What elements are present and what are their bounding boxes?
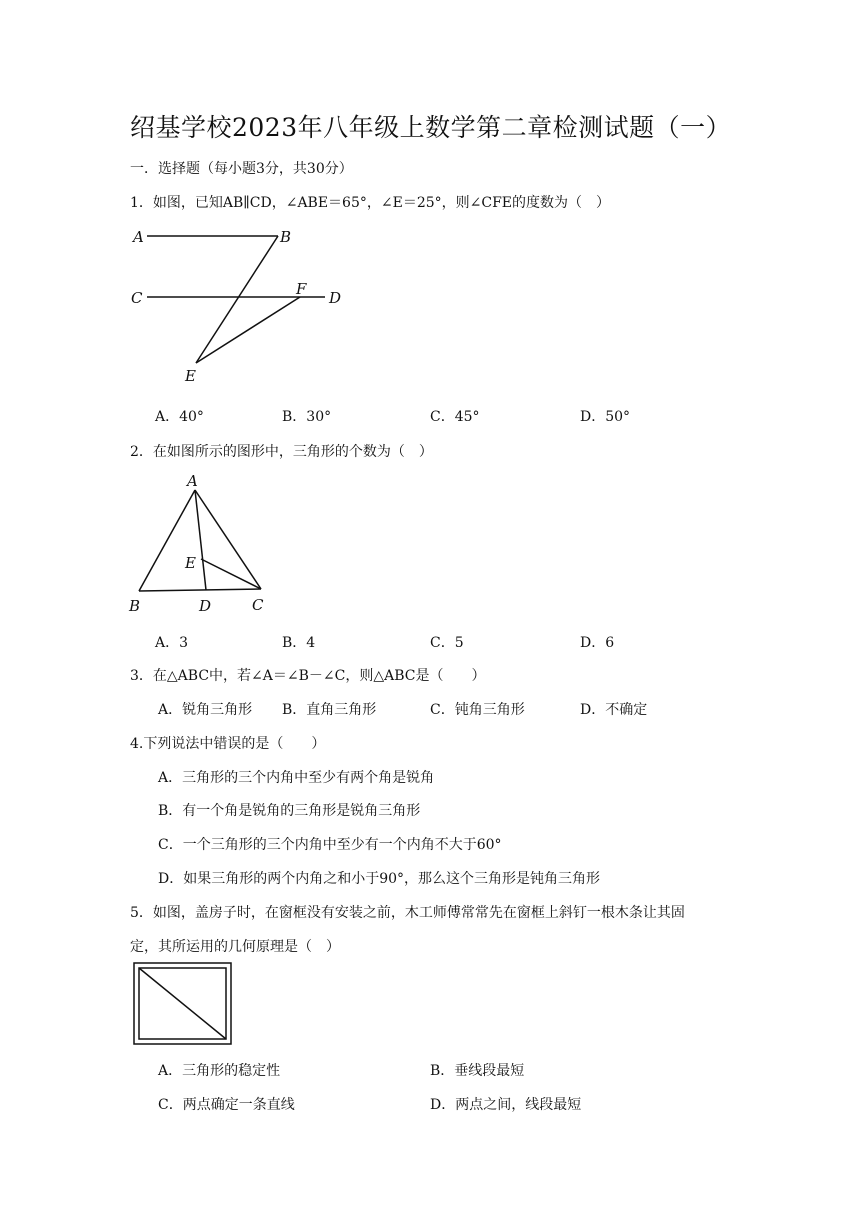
q2-label-c: C <box>252 596 264 614</box>
question-5-stem-line-1: 5．如图，盖房子时，在窗框没有安装之前，木工师傅常常先在窗框上斜钉一根木条让其固 <box>130 905 685 921</box>
question-3-stem: 3．在△ABC中，若∠A＝∠B－∠C，则△ABC是（ ） <box>130 668 486 684</box>
q1-label-e: E <box>185 367 196 385</box>
page-title: 绍基学校2023年八年级上数学第二章检测试题（一） <box>130 113 732 142</box>
q3-option-b[interactable]: B．直角三角形 <box>282 702 377 718</box>
q2-option-d[interactable]: D．6 <box>580 635 615 651</box>
q1-label-f: F <box>296 280 307 298</box>
q1-option-c[interactable]: C．45° <box>430 409 480 425</box>
question-4-stem: 4.下列说法中错误的是（ ） <box>130 736 326 752</box>
q5-option-d[interactable]: D．两点之间，线段最短 <box>430 1097 582 1113</box>
q1-option-a[interactable]: A．40° <box>155 409 204 425</box>
q4-option-a[interactable]: A．三角形的三个内角中至少有两个角是锐角 <box>158 770 435 786</box>
q1-label-a: A <box>133 228 144 246</box>
q4-option-d[interactable]: D．如果三角形的两个内角之和小于90°，那么这个三角形是钝角三角形 <box>158 871 601 887</box>
question-5-stem-line-2: 定，其所运用的几何原理是（ ） <box>130 939 340 955</box>
q1-label-d: D <box>329 289 342 307</box>
question-5-window-frame-figure <box>133 962 233 1046</box>
q1-label-b: B <box>280 228 292 246</box>
q3-option-c[interactable]: C．钝角三角形 <box>430 702 525 718</box>
q1-option-d[interactable]: D．50° <box>580 409 631 425</box>
q2-label-d: D <box>199 597 212 615</box>
q1-label-c: C <box>131 289 143 307</box>
q3-option-d[interactable]: D．不确定 <box>580 702 648 718</box>
q3-option-a[interactable]: A．锐角三角形 <box>158 702 253 718</box>
q5-option-a[interactable]: A．三角形的稳定性 <box>158 1063 281 1079</box>
q5-option-c[interactable]: C．两点确定一条直线 <box>158 1097 295 1113</box>
q2-label-e: E <box>185 554 196 572</box>
q4-option-c[interactable]: C．一个三角形的三个内角中至少有一个内角不大于60° <box>158 837 502 853</box>
q2-option-a[interactable]: A．3 <box>155 635 189 651</box>
q1-option-b[interactable]: B．30° <box>282 409 332 425</box>
section-heading: 一．选择题（每小题3分，共30分） <box>130 161 353 177</box>
q4-option-b[interactable]: B．有一个角是锐角的三角形是锐角三角形 <box>158 803 421 819</box>
question-1-stem: 1．如图，已知AB∥CD，∠ABE＝65°，∠E＝25°，则∠CFE的度数为（ ） <box>130 195 611 211</box>
q2-label-a: A <box>187 472 198 490</box>
q2-option-b[interactable]: B．4 <box>282 635 316 651</box>
question-2-figure <box>125 470 280 620</box>
question-1-figure <box>125 222 355 387</box>
q2-option-c[interactable]: C．5 <box>430 635 464 651</box>
q2-label-b: B <box>129 597 141 615</box>
q5-option-b[interactable]: B．垂线段最短 <box>430 1063 525 1079</box>
question-2-stem: 2．在如图所示的图形中，三角形的个数为（ ） <box>130 444 433 460</box>
